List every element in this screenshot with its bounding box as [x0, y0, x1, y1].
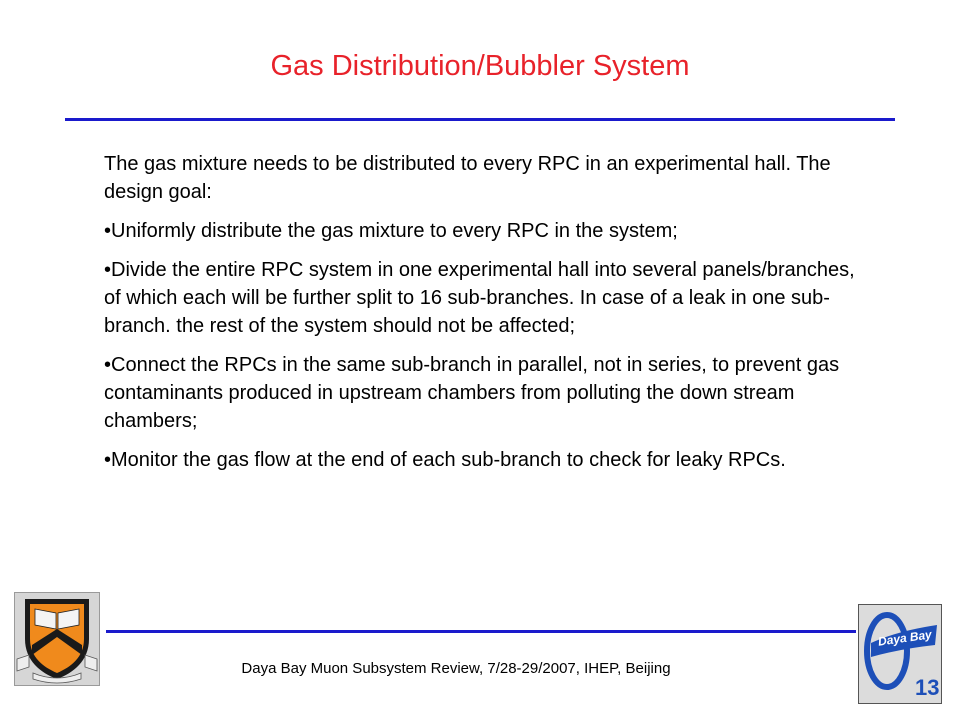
daya-bay-theta13-icon [858, 604, 942, 704]
bullet-monitor-flow: •Monitor the gas flow at the end of each sub-branch to check for leaky RPCs. [104, 449, 786, 471]
bullet-divide-branches: •Divide the entire RPC system in one experimental hall into several panels/branches, of which each will be further split to 16 sub-branches. In case of a leak in one sub-branch. the rest of the system should not be affected; [104, 259, 855, 337]
princeton-shield-icon [14, 592, 100, 686]
bullet-parallel-connection: •Connect the RPCs in the same sub-branch in parallel, not in series, to prevent gas contaminants produced in upstream chambers from polluting the down stream chambers; [104, 354, 840, 432]
footer-text: Daya Bay Muon Subsystem Review, 7/28-29/2007, IHEP, Beijing [241, 660, 671, 677]
daya-bay-label: Daya Bay [877, 627, 933, 649]
footer-divider [106, 630, 856, 633]
intro-paragraph: The gas mixture needs to be distributed to every RPC in an experimental hall. The design goal: [104, 153, 831, 203]
theta13-number: 13 [915, 675, 940, 700]
bullet-uniform-distribution: •Uniformly distribute the gas mixture to every RPC in the system; [104, 220, 678, 242]
slide-title: Gas Distribution/Bubbler System [270, 50, 690, 82]
slide-body [104, 150, 874, 485]
daya-bay-graphic [859, 605, 941, 703]
title-divider [65, 118, 895, 121]
princeton-shield-graphic [15, 593, 99, 685]
